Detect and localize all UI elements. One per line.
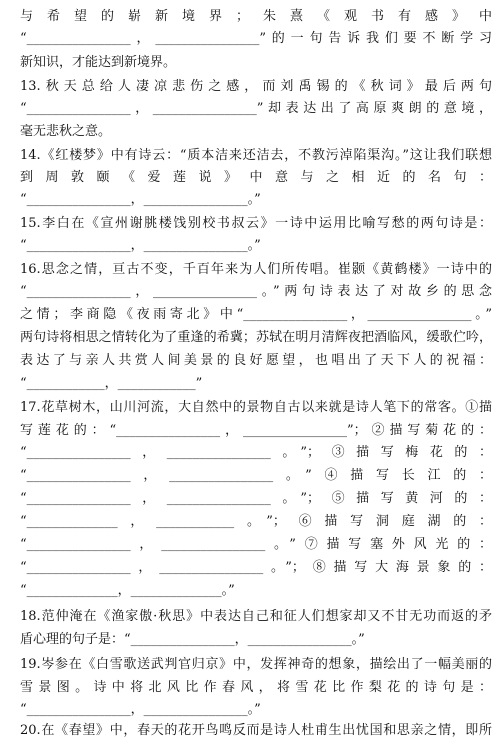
text-line: 之情；李商隐《夜雨寄北》中“________________，________________。” xyxy=(20,307,492,322)
question-16: 16.思念之情，亘古不变，千百年来为人们所传唱。崔颢《黄鹤楼》一诗中的 xyxy=(20,262,492,277)
text-line: 新知识，才能达到新境界。 xyxy=(20,55,177,70)
text-line: “________________，________________。”；⑤描写黄河的： xyxy=(20,491,492,506)
text-line: “________________，________________”却表达出了高原爽朗的意境， xyxy=(20,101,492,116)
question-20: 20.在《春望》中，春天的花开鸟鸣反而是诗人杜甫生出忧国和思亲之情，即所 xyxy=(20,723,492,738)
text-line: “________________，________________。” xyxy=(20,238,261,253)
text-line: 写莲花的：“________________，________________”；②描写菊花的： xyxy=(20,423,492,438)
text-line: 雪景图。诗中将北风比作春风，将雪花比作梨花的诗句是： xyxy=(20,680,492,695)
text-line: “________________，________________”的一句告诉我们要不断学习 xyxy=(20,31,492,46)
text-line: 与希望的崭新境界；朱熹《观书有感》中 xyxy=(20,9,492,24)
question-13: 13.秋天总给人凄凉悲伤之感，而刘禹锡的《秋词》最后两句 xyxy=(20,79,492,94)
question-15: 15.李白在《宣州谢朓楼饯别校书叔云》一诗中运用比喻写愁的两句诗是： xyxy=(20,216,492,231)
text-line: “________________，________________。”④描写长江的： xyxy=(20,468,492,483)
text-line: “______________，____________。”；⑥描写洞庭湖的： xyxy=(20,514,492,529)
text-line: 盾心理的句子是：“________________，________________。” xyxy=(20,632,365,647)
text-line: 表达了与亲人共赏人间美景的良好愿望，也唱出了天下人的祝福： xyxy=(20,353,492,368)
text-line: “________________，________________。” xyxy=(20,192,261,207)
question-17: 17.花草树木，山川河流，大自然中的景物自古以来就是诗人笔下的常客。①描 xyxy=(20,400,492,415)
text-line: “________________，________________。”；③描写梅花的： xyxy=(20,445,492,460)
question-19: 19.岑参在《白雪歌送武判官归京》中，发挥神奇的想象，描绘出了一幅美丽的 xyxy=(20,657,492,672)
text-line: “________________，________________。”⑦描写塞外风光的： xyxy=(20,537,492,552)
text-line: “________________，________________。”；⑧描写大海景象的： xyxy=(20,560,492,575)
text-line: 到周敦颐《爱莲说》中意与之相近的名句： xyxy=(20,170,492,185)
text-line: 毫无悲秋之意。 xyxy=(20,124,112,139)
text-line: “______________，______________。” xyxy=(20,583,235,598)
question-18: 18.范仲淹在《渔家傲·秋思》中表达自己和征人们想家却又不甘无功而返的矛 xyxy=(20,609,492,624)
text-line: 两句诗将相思之情转化为了重逢的希冀；苏轼在明月清辉夜把酒临风，缓歌伫吟， xyxy=(20,330,492,345)
text-line: “________________，________________。”两句诗表达了对故乡的思念 xyxy=(20,284,492,299)
question-14: 14.《红楼梦》中有诗云：“质本洁来还洁去，不教污淖陷渠沟。”这让我们联想 xyxy=(20,148,492,163)
text-line: “________________，________________。” xyxy=(20,702,261,717)
text-line: “____________，____________” xyxy=(20,376,203,391)
